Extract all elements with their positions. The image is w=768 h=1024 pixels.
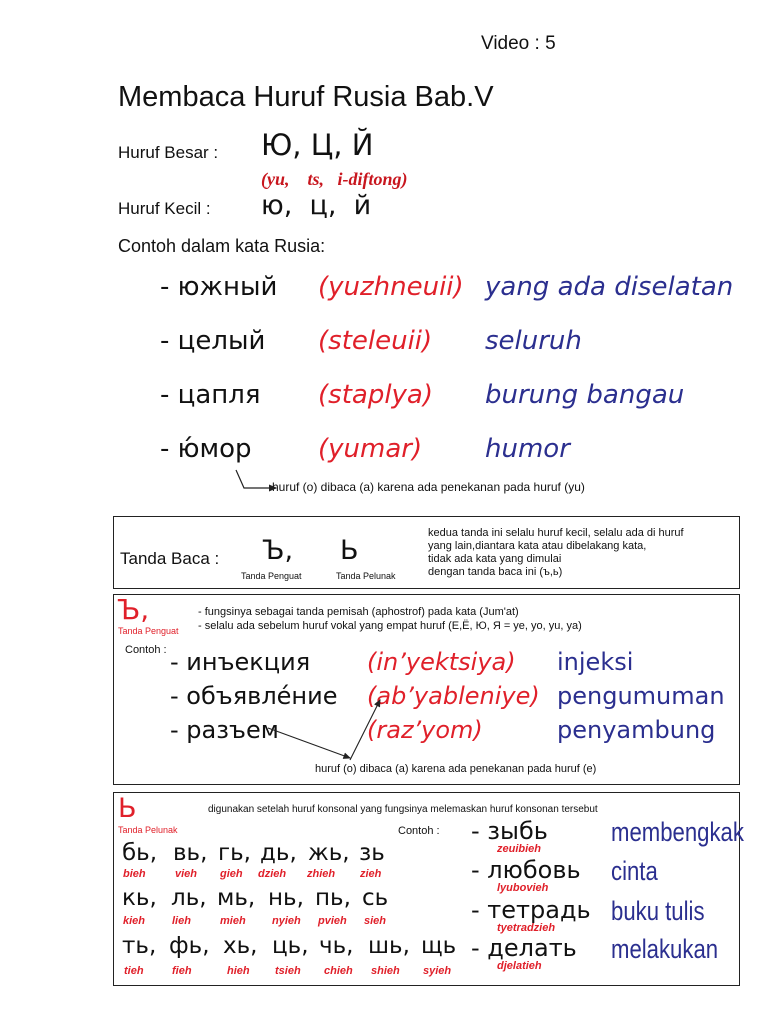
hard-sign: Ъ, — [262, 535, 294, 566]
hard-sign-symbol: Ъ, — [117, 593, 150, 626]
soft-translit: mieh — [220, 915, 246, 927]
soft-translit: gieh — [220, 868, 243, 880]
huruf-kecil-letters: ю, ц, й — [261, 190, 372, 221]
example-row-3-translit: (staplya) — [318, 380, 434, 410]
huruf-besar-label: Huruf Besar : — [118, 143, 219, 162]
hard-example-1-ru: - инъекция — [170, 648, 311, 676]
soft-letter: ть, — [122, 933, 157, 959]
soft-translit: zieh — [360, 868, 382, 880]
example-row-2-translit: (steleuii) — [318, 326, 433, 356]
soft-letter: ль, — [171, 885, 207, 911]
soft-translit: nyieh — [272, 915, 301, 927]
soft-letter: щь — [421, 933, 457, 959]
tanda-baca-note-line-1: kedua tanda ini selalu huruf kecil, selalu ada di huruf — [428, 527, 684, 539]
soft-translit: tieh — [124, 965, 144, 977]
arrow-yu-note — [236, 470, 276, 488]
soft-letter: вь, — [173, 840, 208, 866]
hard-sign-desc — [198, 605, 582, 633]
soft-sign-box-caption: Tanda Pelunak — [118, 825, 178, 835]
soft-example-4-ru: - делать — [471, 934, 577, 962]
soft-sign-caption: Tanda Pelunak — [336, 571, 396, 581]
soft-sign: Ь — [340, 535, 359, 566]
soft-example-3-meaning: buku tulis — [611, 896, 705, 926]
soft-translit: hieh — [227, 965, 250, 977]
soft-example-1-meaning: membengkak — [611, 817, 744, 847]
tanda-baca-box — [113, 516, 740, 589]
contoh-heading: Contoh dalam kata Rusia: — [118, 236, 326, 256]
soft-letter: чь, — [319, 933, 354, 959]
soft-letter: нь, — [268, 885, 304, 911]
huruf-kecil-label: Huruf Kecil : — [118, 199, 211, 218]
hard-sign-note: huruf (o) dibaca (a) karena ada penekanan pada huruf (e) — [315, 763, 597, 775]
soft-sign-box — [113, 792, 744, 986]
soft-translit: dzieh — [258, 868, 287, 880]
hard-sign-desc-line-2: - selalu ada sebelum huruf vokal yang empat huruf (Е,Ё, Ю, Я = ye, yo, yu, ya) — [198, 620, 582, 632]
soft-translit: syieh — [423, 965, 452, 977]
soft-letter: бь, — [122, 840, 158, 866]
hard-example-2-meaning: pengumuman — [557, 682, 725, 710]
example-row-1-translit: (yuzhneuii) — [318, 272, 464, 302]
huruf-besar-translit: (yu, ts, i-diftong) — [261, 169, 408, 189]
soft-translit: bieh — [123, 868, 146, 880]
tanda-baca-label: Tanda Baca : — [120, 549, 220, 568]
soft-example-2-translit: lyubovieh — [497, 882, 549, 894]
tanda-baca-note-line-2: yang lain,diantara kata atau dibelakang kata, — [428, 540, 647, 552]
example-row-2-meaning: seluruh — [485, 326, 582, 356]
soft-example-1-ru: - зыбь — [471, 817, 548, 845]
video-label: Video : 5 — [481, 33, 556, 54]
soft-translit: lieh — [172, 915, 191, 927]
soft-letter: зь — [359, 840, 385, 866]
soft-letter: мь, — [217, 885, 256, 911]
example-row-3-meaning: burung bangau — [485, 380, 685, 410]
soft-translit: chieh — [324, 965, 353, 977]
hard-example-3-ru: - разъем — [170, 716, 279, 744]
soft-translit: sieh — [364, 915, 387, 927]
soft-translit: kieh — [123, 915, 146, 927]
example-row-1-meaning: yang ada diselatan — [485, 272, 734, 302]
hard-example-2-ru: - объявле́ние — [170, 682, 338, 710]
soft-example-3-translit: tyetradzieh — [497, 922, 556, 934]
example-row-3-ru: - цапля — [160, 380, 261, 410]
soft-letter: фь, — [169, 933, 210, 959]
soft-letter: дь, — [260, 840, 297, 866]
soft-translit: fieh — [172, 965, 192, 977]
soft-letter: кь, — [122, 885, 157, 911]
hard-example-3-meaning: penyambung — [557, 716, 716, 744]
tanda-baca-note-line-4: dengan tanda baca ini (ъ,ь) — [428, 566, 563, 578]
hard-example-1-translit: (in’yektsiya) — [367, 648, 516, 676]
hard-example-3-translit: (raz’yom) — [367, 716, 483, 744]
soft-letter: ць, — [272, 933, 309, 959]
soft-letter: шь, — [368, 933, 410, 959]
soft-letter: хь, — [223, 933, 258, 959]
hard-sign-box-caption: Tanda Penguat — [118, 626, 179, 636]
huruf-besar-letters: Ю, Ц, Й — [261, 128, 374, 162]
soft-example-4-translit: djelatieh — [497, 960, 542, 972]
soft-sign-desc: digunakan setelah huruf konsonal yang fungsinya melemaskan huruf konsonan tersebut — [208, 804, 598, 815]
soft-translit: vieh — [175, 868, 198, 880]
hard-sign-contoh-label: Contoh : — [125, 644, 167, 656]
soft-example-4-meaning: melakukan — [611, 934, 719, 964]
soft-translit: pvieh — [318, 915, 347, 927]
hard-sign-caption: Tanda Penguat — [241, 571, 302, 581]
soft-letter: пь, — [315, 885, 351, 911]
soft-sign-contoh-label: Contoh : — [398, 825, 440, 837]
soft-letter: гь, — [218, 840, 251, 866]
example-row-4-translit: (yumar) — [318, 434, 423, 464]
soft-translit: shieh — [371, 965, 400, 977]
example-row-1-ru: - южный — [160, 272, 278, 302]
soft-example-2-ru: - любовь — [471, 856, 581, 884]
note-yu: huruf (o) dibaca (a) karena ada penekanan pada huruf (yu) — [272, 480, 585, 494]
hard-sign-desc-line-1: - fungsinya sebagai tanda pemisah (aphostrof) pada kata (Jum'at) — [198, 606, 519, 618]
page-title: Membaca Huruf Rusia Bab.V — [118, 81, 494, 113]
example-row-4-meaning: humor — [485, 434, 570, 464]
tanda-baca-note-line-3: tidak ada kata yang dimulai — [428, 553, 562, 565]
hard-example-2-translit: (ab’yableniye) — [367, 682, 540, 710]
example-row-2-ru: - целый — [160, 326, 266, 356]
soft-example-3-ru: - тетрадь — [471, 896, 591, 924]
soft-example-2-meaning: cinta — [611, 856, 658, 886]
example-row-4-ru: - ю́мор — [160, 434, 252, 464]
tanda-baca-note — [428, 527, 684, 579]
soft-translit: zhieh — [307, 868, 336, 880]
hard-sign-box — [113, 594, 740, 785]
soft-example-1-translit: zeuibieh — [497, 843, 542, 855]
soft-letter: сь — [362, 885, 389, 911]
soft-sign-symbol: Ь — [118, 793, 137, 824]
hard-example-1-meaning: injeksi — [557, 648, 634, 676]
soft-letter: жь, — [308, 840, 350, 866]
soft-translit: tsieh — [275, 965, 301, 977]
